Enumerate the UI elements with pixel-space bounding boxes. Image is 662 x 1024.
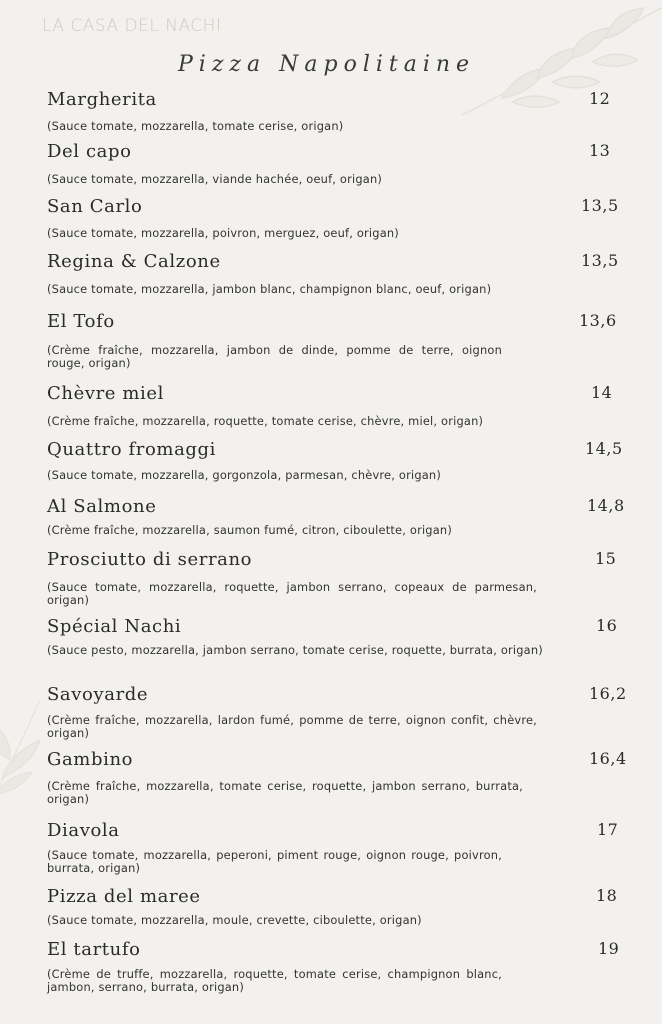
item-name: Del capo bbox=[47, 141, 132, 162]
item-description: (Sauce tomate, mozzarella, peperoni, piment rouge, oignon rouge, poivron, burrata, origan) bbox=[47, 848, 502, 875]
item-price: 14,5 bbox=[585, 439, 623, 458]
menu-item-prosciutto-di-serrano bbox=[47, 549, 637, 607]
item-price: 19 bbox=[598, 939, 620, 958]
item-price: 13,5 bbox=[581, 196, 619, 215]
item-description: (Crème fraîche, mozzarella, tomate cerise, roquette, jambon serrano, burrata, origan) bbox=[47, 779, 523, 806]
item-name: El Tofo bbox=[47, 311, 115, 332]
item-description: (Crème fraîche, mozzarella, saumon fumé, citron, ciboulette, origan) bbox=[47, 523, 452, 537]
item-description: (Crème fraîche, mozzarella, lardon fumé, pomme de terre, oignon confit, chèvre, origan) bbox=[47, 713, 537, 740]
item-price: 14,8 bbox=[587, 496, 625, 515]
menu-title: Pizza Napolitaine bbox=[178, 52, 476, 77]
item-description: (Sauce pesto, mozzarella, jambon serrano, tomate cerise, roquette, burrata, origan) bbox=[47, 643, 543, 657]
item-name: San Carlo bbox=[47, 196, 143, 217]
item-description: (Sauce tomate, mozzarella, moule, crevette, ciboulette, origan) bbox=[47, 913, 422, 927]
item-name: Margherita bbox=[47, 89, 157, 110]
item-price: 13 bbox=[589, 141, 611, 160]
item-name: Regina & Calzone bbox=[47, 251, 221, 272]
item-name: Diavola bbox=[47, 820, 120, 841]
item-description: (Sauce tomate, mozzarella, poivron, merguez, oeuf, origan) bbox=[47, 226, 399, 240]
menu-item-pizza-del-maree bbox=[47, 886, 637, 927]
item-price: 13,5 bbox=[581, 251, 619, 270]
item-description: (Sauce tomate, mozzarella, jambon blanc, champignon blanc, oeuf, origan) bbox=[47, 282, 492, 296]
menu-item-quattro-fromaggi bbox=[47, 439, 637, 482]
menu-item-el-tartufo bbox=[47, 939, 637, 994]
item-price: 18 bbox=[596, 886, 618, 905]
menu-item-el-tofo bbox=[47, 311, 637, 370]
menu-item-diavola bbox=[47, 820, 637, 875]
menu-item-san-carlo bbox=[47, 196, 637, 240]
menu-item-regina-calzone bbox=[47, 251, 637, 296]
menu-item-chevre-miel bbox=[47, 383, 637, 428]
item-name: Spécial Nachi bbox=[47, 616, 182, 637]
item-price: 12 bbox=[589, 89, 611, 108]
item-description: (Sauce tomate, mozzarella, gorgonzola, parmesan, chèvre, origan) bbox=[47, 468, 441, 482]
item-name: Pizza del maree bbox=[47, 886, 201, 907]
item-description: (Sauce tomate, mozzarella, viande hachée, oeuf, origan) bbox=[47, 172, 383, 186]
menu-item-special-nachi bbox=[47, 616, 637, 657]
menu-item-del-capo bbox=[47, 141, 637, 186]
item-description: (Crème fraîche, mozzarella, roquette, tomate cerise, chèvre, miel, origan) bbox=[47, 414, 484, 428]
restaurant-name: LA CASA DEL NACHI bbox=[42, 16, 222, 36]
menu-item-al-salmone bbox=[47, 496, 637, 537]
item-description: (Sauce tomate, mozzarella, tomate cerise, origan) bbox=[47, 119, 344, 133]
item-name: Savoyarde bbox=[47, 684, 149, 705]
item-name: Quattro fromaggi bbox=[47, 439, 217, 460]
item-name: El tartufo bbox=[47, 939, 141, 960]
item-price: 16 bbox=[596, 616, 618, 635]
item-name: Prosciutto di serrano bbox=[47, 549, 253, 570]
menu-item-savoyarde bbox=[47, 684, 637, 740]
menu-item-margherita bbox=[47, 89, 637, 133]
item-price: 17 bbox=[597, 820, 619, 839]
item-price: 14 bbox=[591, 383, 613, 402]
menu-item-gambino bbox=[47, 749, 637, 806]
item-description: (Crème de truffe, mozzarella, roquette, tomate cerise, champignon blanc, jambon, serrano, burrata, origan) bbox=[47, 967, 502, 994]
item-description: (Crème fraîche, mozzarella, jambon de dinde, pomme de terre, oignon rouge, origan) bbox=[47, 343, 502, 370]
item-price: 16,4 bbox=[589, 749, 627, 768]
item-price: 15 bbox=[595, 549, 617, 568]
item-price: 13,6 bbox=[579, 311, 617, 330]
item-name: Al Salmone bbox=[47, 496, 157, 517]
item-name: Chèvre miel bbox=[47, 383, 164, 404]
item-price: 16,2 bbox=[589, 684, 627, 703]
item-description: (Sauce tomate, mozzarella, roquette, jambon serrano, copeaux de parmesan, origan) bbox=[47, 580, 537, 607]
item-name: Gambino bbox=[47, 749, 134, 770]
